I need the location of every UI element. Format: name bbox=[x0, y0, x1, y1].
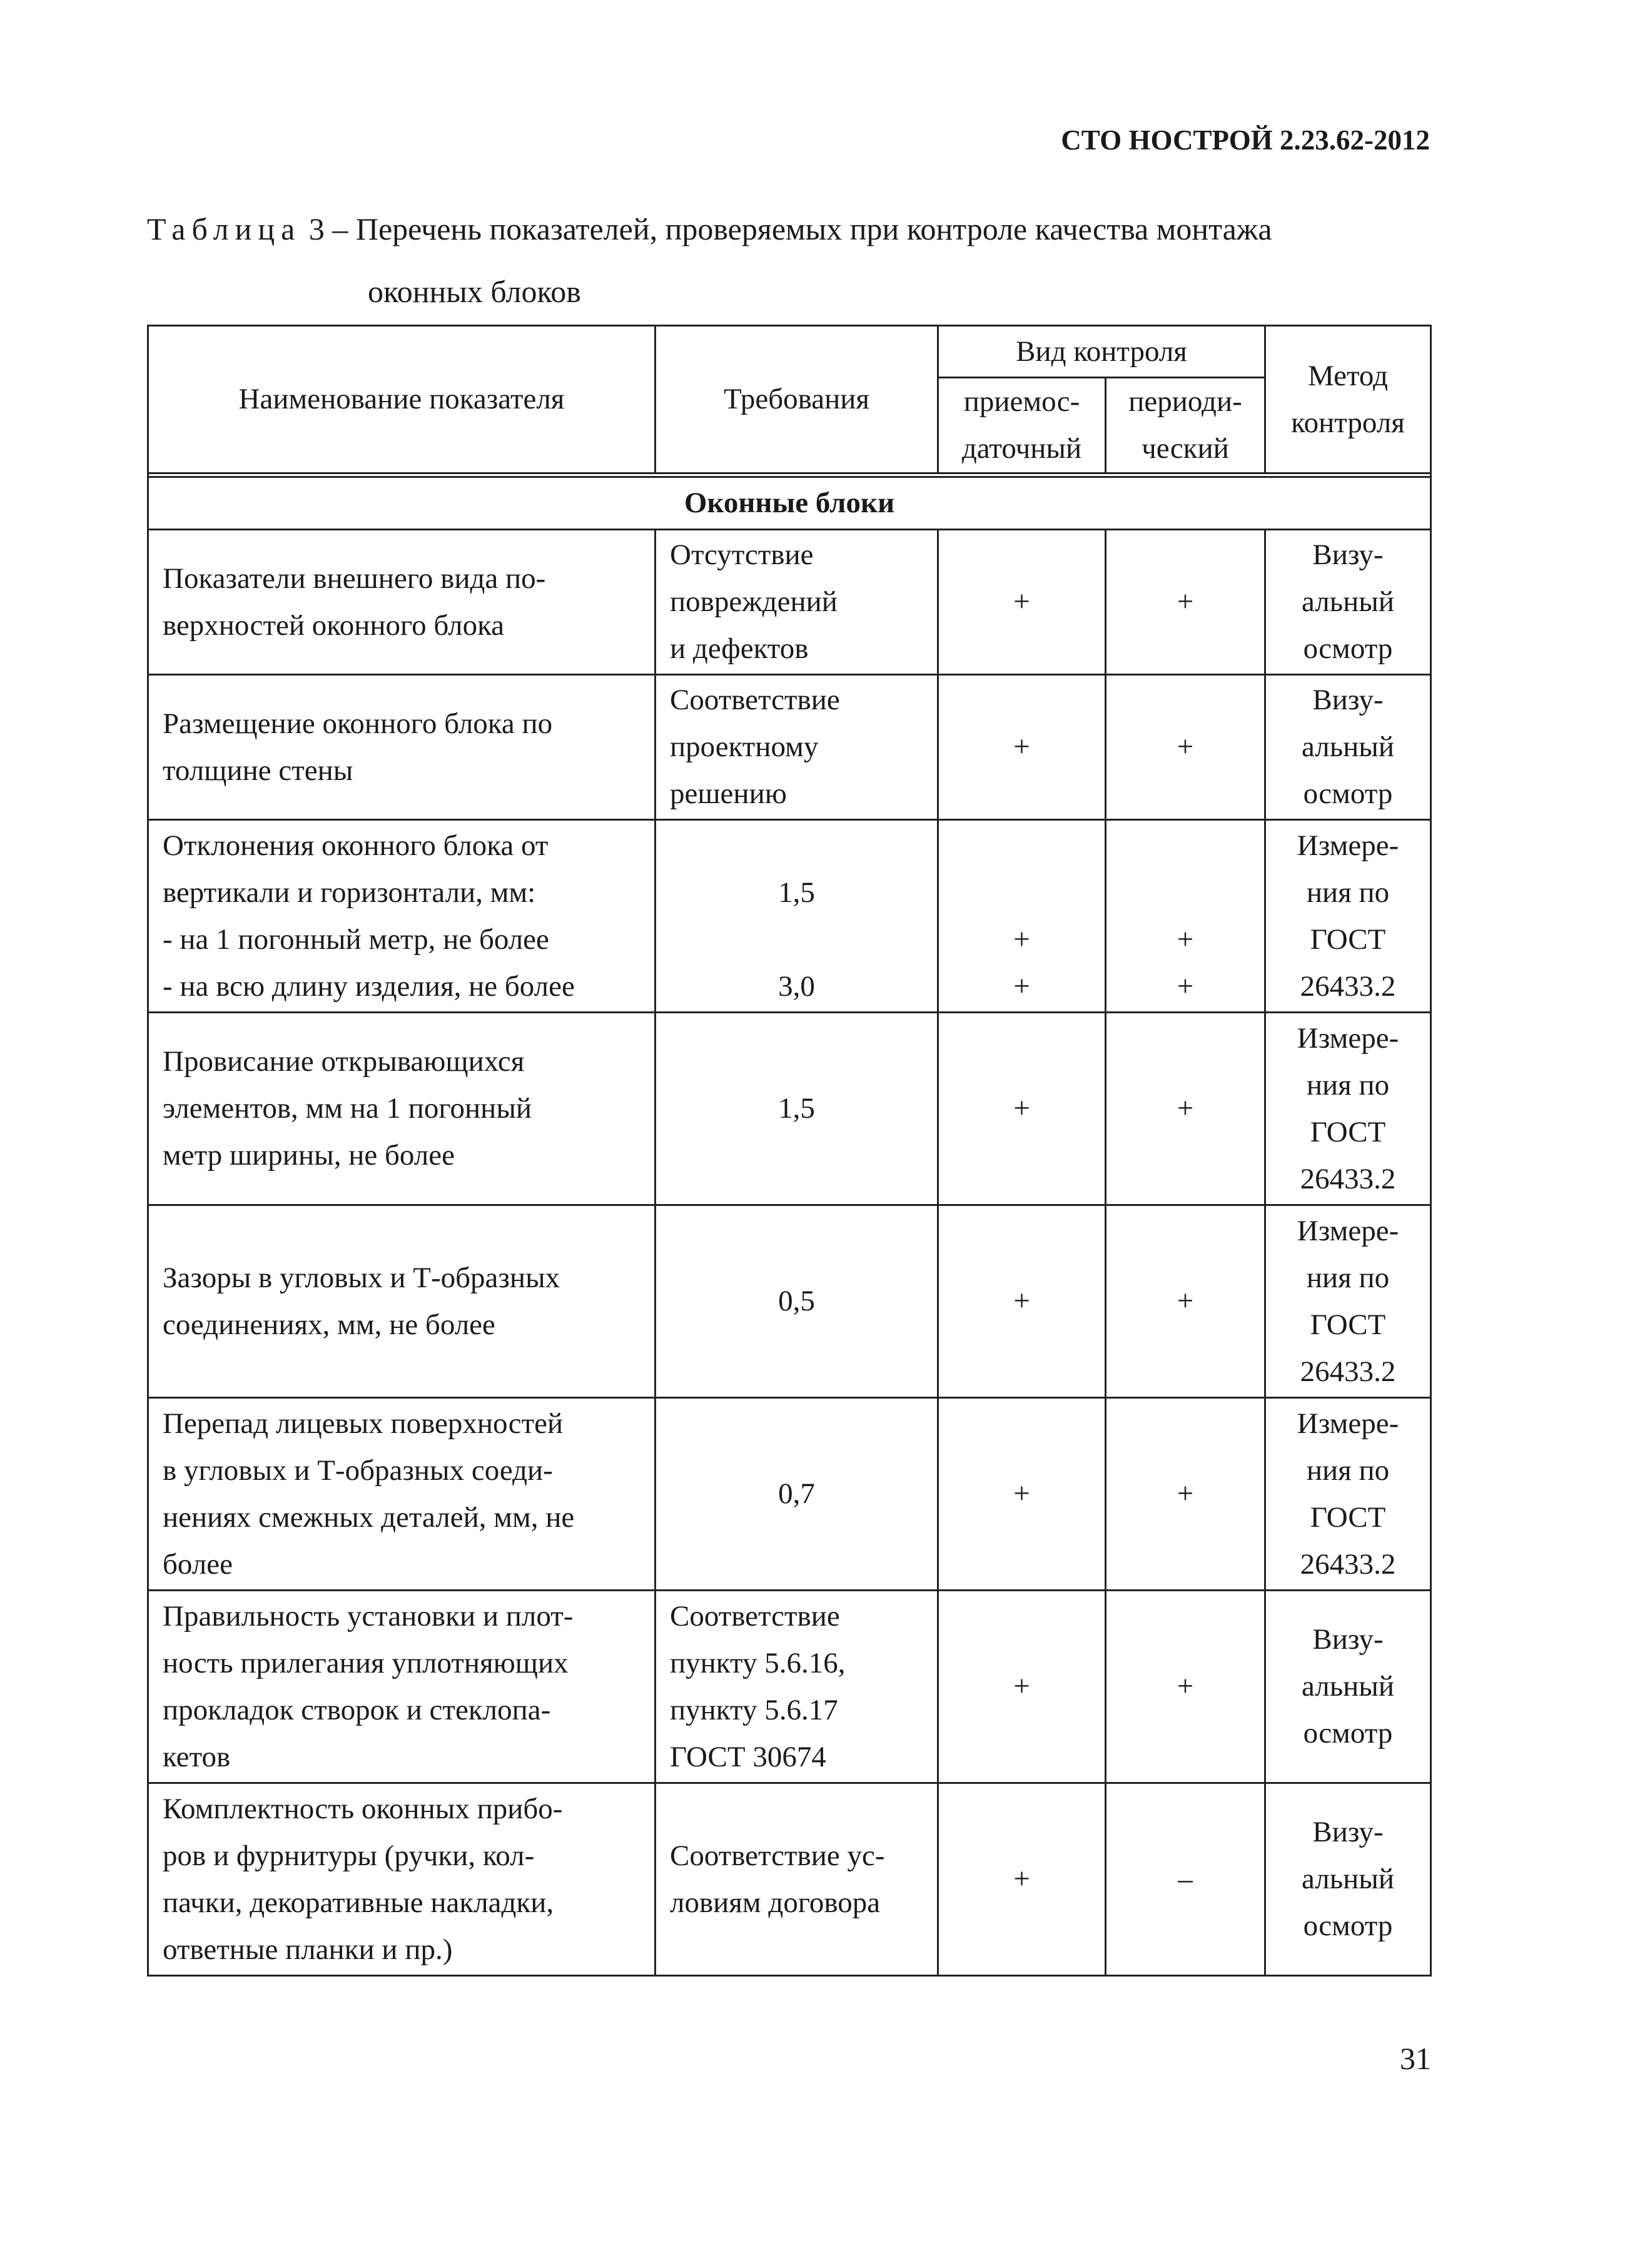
table-row bbox=[148, 675, 1431, 820]
header-indicator: Наименование показателя bbox=[148, 326, 656, 473]
requirement-cell: Соответствие проектному решению bbox=[656, 675, 938, 820]
page-number: 31 bbox=[1400, 2041, 1431, 2076]
indicator-cell: Перепад лицевых поверхностей в угловых и Т-образных соеди- нениях смежных деталей, мм, не более bbox=[148, 1398, 656, 1591]
method-cell: Визу- альный осмотр bbox=[1265, 675, 1431, 820]
requirement-cell: 1,5 3,0 bbox=[656, 820, 938, 1013]
table-row bbox=[148, 1013, 1431, 1205]
acceptance-cell: + bbox=[938, 675, 1106, 820]
indicator-cell: Комплектность оконных прибо- ров и фурнитуры (ручки, кол- пачки, декоративные накладки, ответные планки и пр.) bbox=[148, 1783, 656, 1976]
section-title: Оконные блоки bbox=[148, 477, 1431, 530]
header-acceptance: приемос- даточный bbox=[938, 378, 1106, 473]
document-code-header: СТО НОСТРОЙ 2.23.62-2012 bbox=[1061, 124, 1430, 156]
requirement-cell: 1,5 bbox=[656, 1013, 938, 1205]
requirement-cell: 0,7 bbox=[656, 1398, 938, 1591]
table-caption-label: Таблица bbox=[147, 211, 301, 246]
method-cell: Визу- альный осмотр bbox=[1265, 1591, 1431, 1783]
header-method: Метод контроля bbox=[1265, 326, 1431, 473]
method-cell: Измере- ния по ГОСТ 26433.2 bbox=[1265, 1013, 1431, 1205]
periodic-cell: + + bbox=[1106, 820, 1265, 1013]
method-cell: Измере- ния по ГОСТ 26433.2 bbox=[1265, 820, 1431, 1013]
header-requirements: Требования bbox=[656, 326, 938, 473]
periodic-cell: + bbox=[1106, 1013, 1265, 1205]
header-control-type: Вид контроля bbox=[938, 326, 1265, 378]
acceptance-cell: + bbox=[938, 530, 1106, 675]
periodic-cell: + bbox=[1106, 1591, 1265, 1783]
section-row bbox=[148, 477, 1431, 530]
indicator-cell: Правильность установки и плот- ность прилегания уплотняющих прокладок створок и стеклопа- кетов bbox=[148, 1591, 656, 1783]
requirement-cell: Отсутствие повреждений и дефектов bbox=[656, 530, 938, 675]
table-row bbox=[148, 1591, 1431, 1783]
table-caption bbox=[147, 211, 1272, 247]
indicator-cell: Показатели внешнего вида по- верхностей оконного блока bbox=[148, 530, 656, 675]
method-cell: Измере- ния по ГОСТ 26433.2 bbox=[1265, 1398, 1431, 1591]
method-cell: Измере- ния по ГОСТ 26433.2 bbox=[1265, 1205, 1431, 1398]
table-row bbox=[148, 1205, 1431, 1398]
requirement-cell: Соответствие пункту 5.6.16, пункту 5.6.17 ГОСТ 30674 bbox=[656, 1591, 938, 1783]
table-row bbox=[148, 820, 1431, 1013]
acceptance-cell: + bbox=[938, 1398, 1106, 1591]
table-caption-line2: оконных блоков bbox=[368, 274, 581, 309]
table-row bbox=[148, 1783, 1431, 1976]
periodic-cell: – bbox=[1106, 1783, 1265, 1976]
header-periodic: периоди- ческий bbox=[1106, 378, 1265, 473]
table-row bbox=[148, 1398, 1431, 1591]
table-row bbox=[148, 530, 1431, 675]
periodic-cell: + bbox=[1106, 1398, 1265, 1591]
periodic-cell: + bbox=[1106, 530, 1265, 675]
table-header-row bbox=[148, 326, 1431, 378]
indicator-cell: Размещение оконного блока по толщине стены bbox=[148, 675, 656, 820]
acceptance-cell: + bbox=[938, 1205, 1106, 1398]
requirement-cell: Соответствие ус- ловиям договора bbox=[656, 1783, 938, 1976]
table-caption-text: 3 – Перечень показателей, проверяемых при контроле качества монтажа bbox=[308, 211, 1272, 246]
acceptance-cell: + bbox=[938, 1591, 1106, 1783]
periodic-cell: + bbox=[1106, 1205, 1265, 1398]
method-cell: Визу- альный осмотр bbox=[1265, 1783, 1431, 1976]
acceptance-cell: + + bbox=[938, 820, 1106, 1013]
acceptance-cell: + bbox=[938, 1783, 1106, 1976]
acceptance-cell: + bbox=[938, 1013, 1106, 1205]
requirement-cell: 0,5 bbox=[656, 1205, 938, 1398]
periodic-cell: + bbox=[1106, 675, 1265, 820]
indicator-cell: Отклонения оконного блока от вертикали и горизонтали, мм: - на 1 погонный метр, не более - на всю длину изделия, не более bbox=[148, 820, 656, 1013]
indicator-cell: Провисание открывающихся элементов, мм на 1 погонный метр ширины, не более bbox=[148, 1013, 656, 1205]
method-cell: Визу- альный осмотр bbox=[1265, 530, 1431, 675]
indicator-cell: Зазоры в угловых и Т-образных соединениях, мм, не более bbox=[148, 1205, 656, 1398]
quality-control-table bbox=[147, 325, 1432, 1977]
